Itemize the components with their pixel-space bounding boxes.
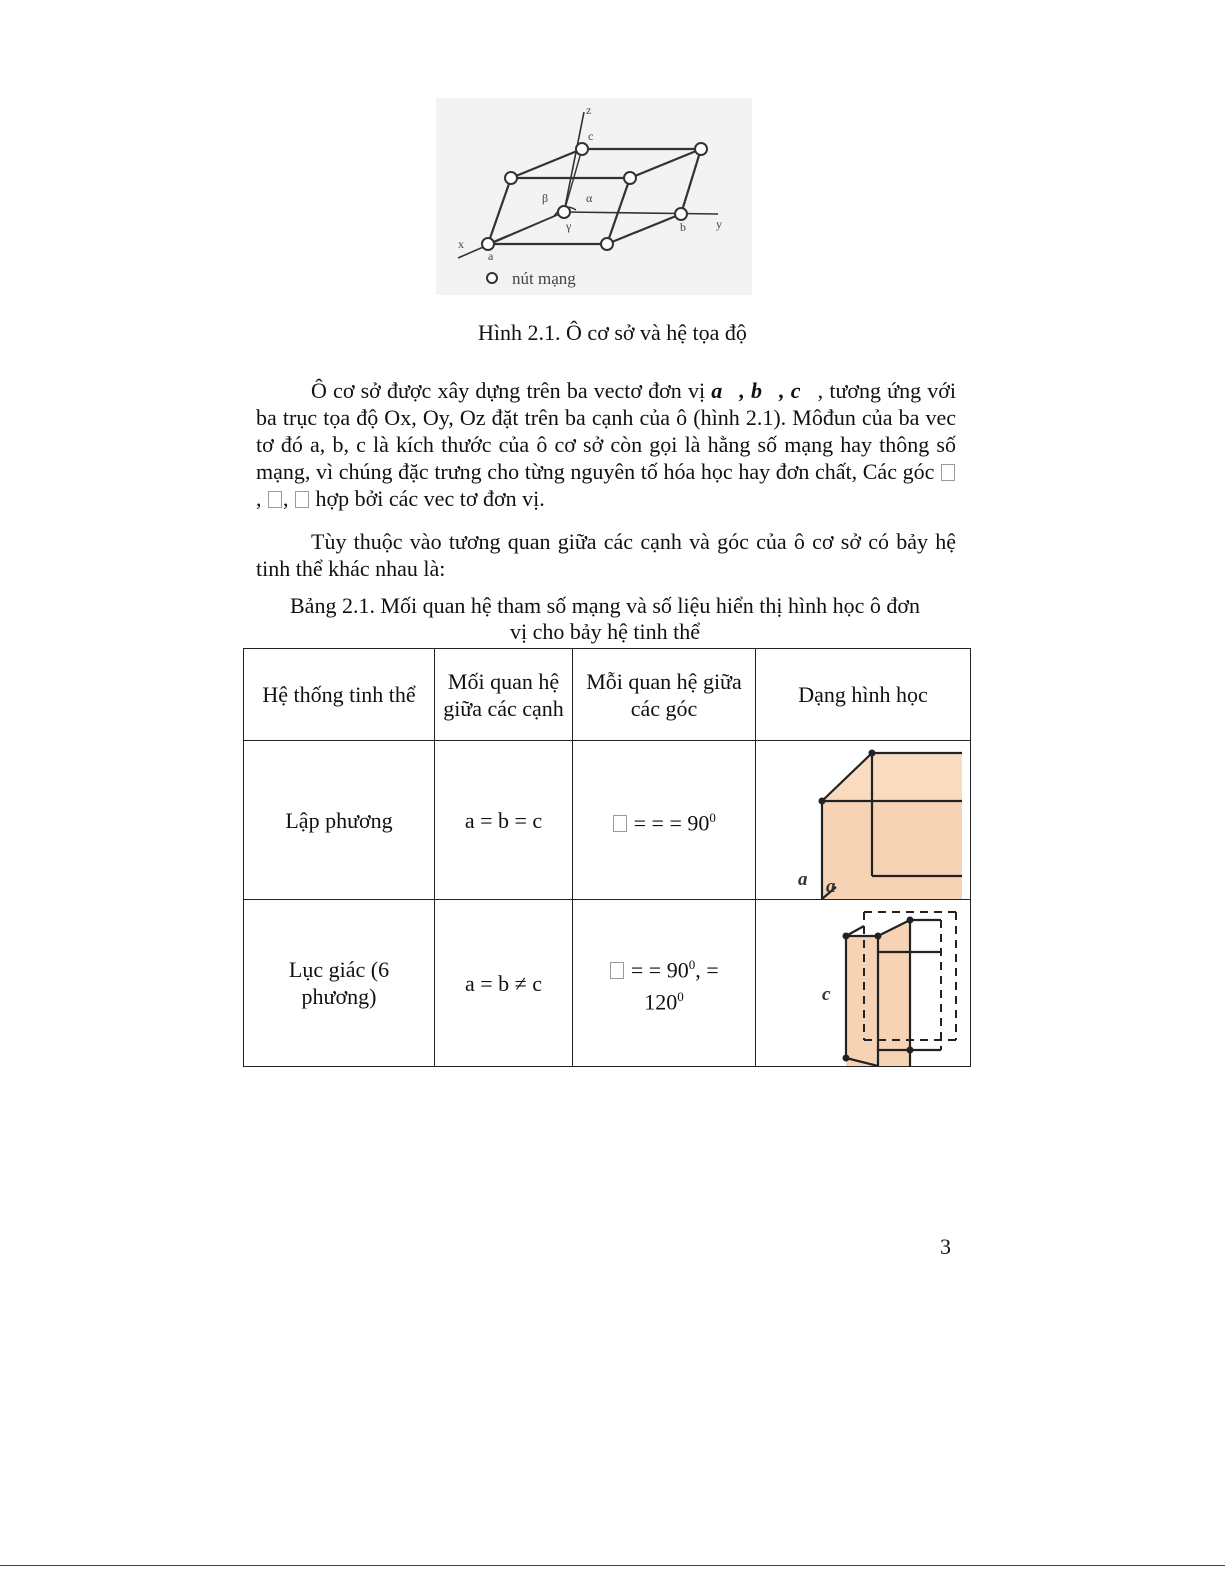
angles-text-b: , = — [695, 957, 719, 982]
angles-text-c: 120 — [644, 989, 678, 1015]
table-header-row — [244, 649, 971, 741]
table-row — [244, 741, 971, 900]
axis-z-label: z — [586, 103, 592, 117]
vec-c-label: c — [588, 129, 594, 143]
hexagonal-cell-image — [756, 900, 970, 1066]
cell-edges: a = b ≠ c — [435, 900, 573, 1067]
para1-sep-2: , — [283, 486, 294, 511]
para1-text-c: hợp bởi các vec tơ đơn vị. — [310, 486, 545, 511]
header-angles: Mỗi quan hệ giữa các góc — [573, 649, 756, 741]
unit-vectors: a⃗, b⃗, c⃗ — [711, 378, 818, 403]
missing-glyph-icon — [941, 464, 955, 481]
angle-gamma-label: γ — [566, 219, 572, 233]
missing-glyph-icon — [613, 815, 627, 832]
cell-system: Lục giác (6 phương) — [244, 900, 435, 1067]
legend-label: nút mạng — [512, 269, 576, 288]
angles-sup: 0 — [709, 809, 716, 825]
missing-glyph-icon — [268, 491, 282, 508]
cell-angles — [573, 900, 756, 1067]
missing-glyph-icon — [610, 962, 624, 979]
bottom-divider — [0, 1565, 1225, 1566]
unit-cell-diagram — [436, 98, 752, 295]
vec-a-label: a — [488, 249, 494, 263]
header-system: Hệ thống tinh thể — [244, 649, 435, 741]
cell-edges: a = b = c — [435, 741, 573, 900]
header-geometry: Dạng hình học — [756, 649, 971, 741]
angles-text: = = = 90 — [628, 810, 710, 836]
header-edges: Mối quan hệ giữa các cạnh — [435, 649, 573, 741]
angle-alpha-label: α — [586, 191, 593, 205]
angles-sup-1: 0 — [688, 956, 696, 972]
para1-sep-1: , — [256, 486, 267, 511]
axis-x-label: x — [458, 237, 464, 251]
angles-text-a: = = 90 — [625, 957, 689, 982]
cubic-cell-image — [756, 741, 970, 899]
cell-geometry — [756, 741, 971, 900]
page-number: 3 — [940, 1234, 951, 1259]
cell-geometry — [756, 900, 971, 1067]
para2-text: Tùy thuộc vào tương quan giữa các cạnh và góc của ô cơ sở có bảy hệ tinh thể khác nhau là: — [256, 529, 956, 581]
paragraph-1 — [256, 377, 956, 512]
unit-cell-figure — [436, 98, 752, 295]
angles-sup-2: 0 — [677, 989, 684, 1004]
para1-text-b: , tương ứng với ba trục tọa độ Ox, Oy, Oz đặt trên ba cạnh của ô (hình 2.1). Môđun của ba vec tơ đó a, b, c là kích thước của ô cơ sở còn gọi là hằng số mạng hay thông số mạng, vì chúng đặc trưng cho từng nguyên tố hóa học hay đơn chất, Các góc — [256, 378, 956, 484]
para1-text-a: Ô cơ sở được xây dựng trên ba vectơ đơn vị — [311, 378, 712, 403]
table-caption-line1: Bảng 2.1. Mối quan hệ tham số mạng và số liệu hiển thị hình học ô đơn — [290, 593, 920, 618]
figure-caption: Hình 2.1. Ô cơ sở và hệ tọa độ — [478, 320, 747, 345]
table-caption — [240, 593, 970, 645]
missing-glyph-icon — [295, 491, 309, 508]
angle-beta-label: β — [542, 191, 549, 205]
cell-angles — [573, 741, 756, 900]
vec-b-label: b — [680, 220, 686, 234]
paragraph-2 — [256, 528, 956, 582]
img-label-c: c — [822, 984, 831, 1005]
cell-system: Lập phương — [244, 741, 435, 900]
crystal-systems-table — [243, 648, 971, 1067]
table-row — [244, 900, 971, 1067]
table-caption-line2: vị cho bảy hệ tinh thể — [509, 619, 700, 644]
axis-y-label: y — [716, 217, 722, 231]
img-label-a-inner: a — [826, 876, 836, 897]
img-label-a-outer: a — [798, 869, 808, 890]
